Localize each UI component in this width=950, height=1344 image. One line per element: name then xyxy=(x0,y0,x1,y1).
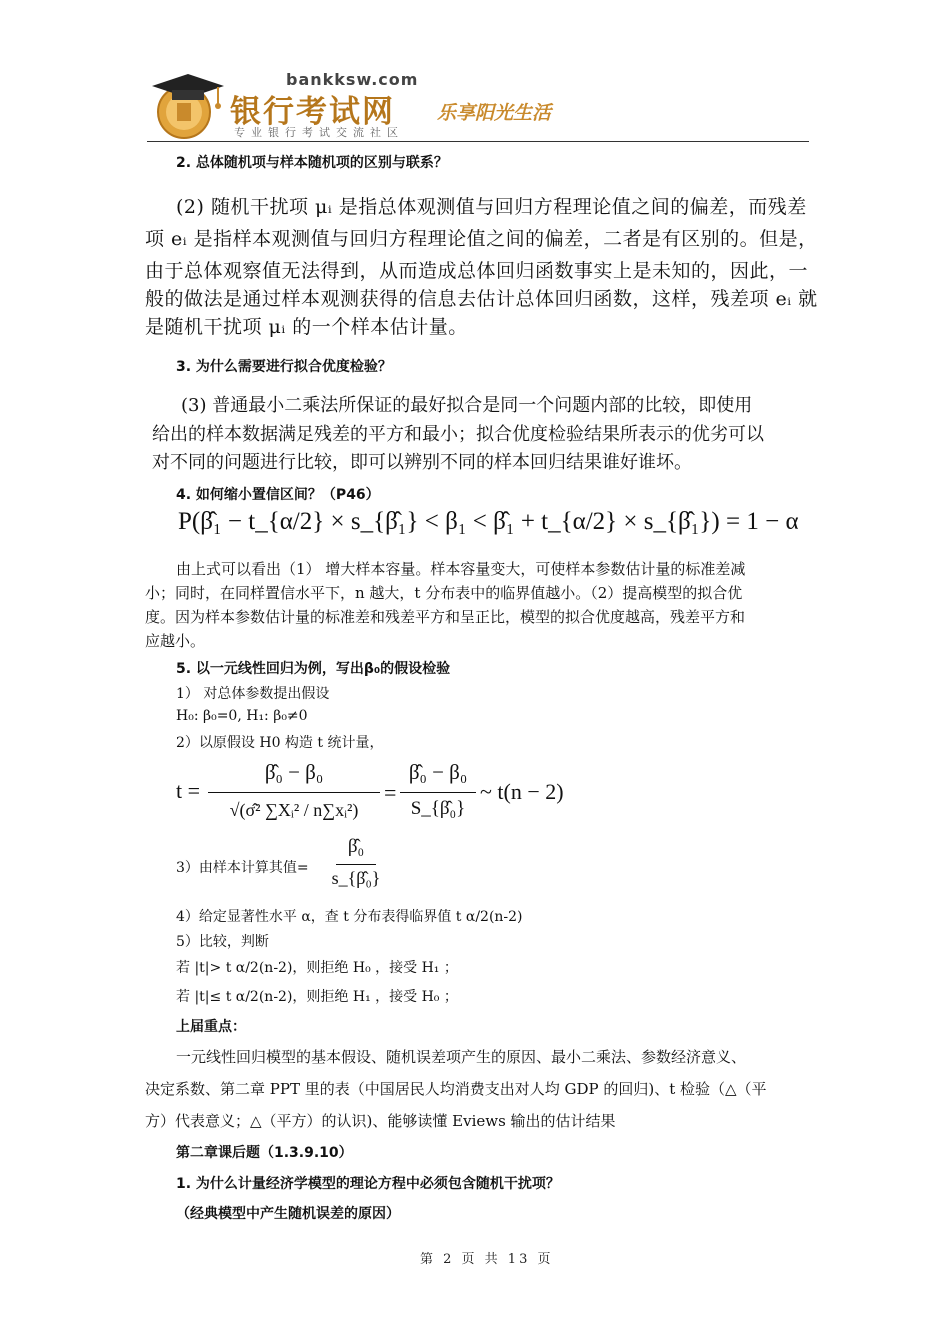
q5-step-4: 4）给定显著性水平 α，查 t 分布表得临界值 t α/2(n-2) xyxy=(176,909,523,925)
q4-line-2: 小；同时，在同样置信水平下，n 越大，t 分布表中的临界值越小。（2）提高模型的拟合优 xyxy=(145,584,743,602)
q5-rule-1: 若 |t|> t α/2(n-2)，则拒绝 H₀ ，接受 H₁ ； xyxy=(176,960,458,976)
ch2-title: 第二章课后题（1.3.9.10） xyxy=(176,1145,353,1161)
prev-line-2: 决定系数、第二章 PPT 里的表（中国居民人均消费支出对人均 GDP 的回归)、t 检验（△（平 xyxy=(145,1080,767,1098)
tstat-fraction-bar-2 xyxy=(400,792,476,793)
q3-line-3: 对不同的问题进行比较，即可以辨别不同的样本回归结果谁好谁坏。 xyxy=(152,452,692,473)
site-logo xyxy=(148,68,228,140)
q4-line-1: 由上式可以看出（1） 增大样本容量。样本容量变大，可使样本参数估计量的标准差减 xyxy=(176,560,746,578)
page-footer: 第 2 页 共 13 页 xyxy=(420,1252,554,1267)
site-url[interactable]: bankksw.com xyxy=(286,70,419,89)
prev-line-3: 方）代表意义；△（平方）的认识)、能够读懂 Eviews 输出的估计结果 xyxy=(145,1112,616,1130)
q3-line-2: 给出的样本数据满足残差的平方和最小；拟合优度检验结果所表示的优劣可以 xyxy=(152,424,764,445)
tstat-denominator: √(σ̂² ∑Xᵢ² / n∑xᵢ²) xyxy=(229,800,359,820)
q3-line-1: (3) 普通最小二乘法所保证的最好拟合是同一个问题内部的比较，即使用 xyxy=(181,395,753,416)
q5-step-1: 1） 对总体参数提出假设 xyxy=(176,686,330,702)
prev-title: 上届重点： xyxy=(176,1019,246,1035)
q5-title: 5. 以一元线性回归为例，写出β₀的假设检验 xyxy=(176,661,451,677)
tstat-denominator-2: S_{β̂₀} xyxy=(410,798,466,819)
q3-title: 3. 为什么需要进行拟合优度检验？ xyxy=(176,359,392,375)
q2-line-3: 由于总体观察值无法得到，从而造成总体回归函数事实上是未知的，因此，一 xyxy=(145,260,809,282)
tstat-equals: = xyxy=(384,780,397,805)
confidence-interval-formula: P(β̂₁ − t_{α/2} × s_{β̂₁} < β₁ < β̂₁ + t_{α/2} × s_{β̂₁}) = 1 − α xyxy=(178,508,799,535)
q2-line-2: 项 eᵢ 是指样本观测值与回归方程理论值之间的偏差，二者是有区别的。但是， xyxy=(145,228,818,250)
q5-hypotheses: H₀: β₀=0, H₁: β₀≠0 xyxy=(176,708,308,724)
step3-fraction-bar xyxy=(336,864,376,865)
q4-line-3: 度。因为样本参数估计量的标准差和残差平方和呈正比，模型的拟合优度越高，残差平方和 xyxy=(145,608,746,626)
q2-line-1: (2) 随机干扰项 μᵢ 是指总体观测值与回归方程理论值之间的偏差，而残差 xyxy=(176,196,807,218)
q4-title: 4. 如何缩小置信区间？（P46） xyxy=(176,487,380,503)
ch2-q1-note: （经典模型中产生随机误差的原因） xyxy=(176,1206,400,1222)
q4-line-4: 应越小。 xyxy=(145,632,206,650)
ch2-q1: 1. 为什么计量经济学模型的理论方程中必须包含随机干扰项？ xyxy=(176,1176,560,1192)
site-slogan: 乐享阳光生活 xyxy=(437,102,552,124)
tstat-distribution: ~ t(n − 2) xyxy=(480,779,564,804)
graduation-cap-coin-icon xyxy=(148,68,228,140)
step3-denominator: s_{β̂₀} xyxy=(331,868,381,888)
tstat-numerator-2: β̂₀ − β₀ xyxy=(408,760,468,784)
prev-line-1: 一元线性回归模型的基本假设、随机误差项产生的原因、最小二乘法、参数经济意义、 xyxy=(176,1048,747,1066)
q5-step-5: 5）比较，判断 xyxy=(176,934,269,950)
q5-step-3: 3）由样本计算其值= xyxy=(176,860,309,876)
q2-line-5: 是随机干扰项 μᵢ 的一个样本估计量。 xyxy=(145,316,468,338)
step3-numerator: β̂₀ xyxy=(347,836,365,857)
q2-title: 2. 总体随机项与样本随机项的区别与联系？ xyxy=(176,155,448,171)
q5-rule-2: 若 |t|≤ t α/2(n-2)，则拒绝 H₁ ，接受 H₀ ； xyxy=(176,989,458,1005)
site-subtitle: 专业银行考试交流社区 xyxy=(234,126,404,139)
q5-step-2: 2）以原假设 H0 构造 t 统计量， xyxy=(176,735,384,751)
tstat-fraction-bar xyxy=(208,792,380,793)
tstat-lhs: t = xyxy=(176,778,201,803)
site-name: 银行考试网 xyxy=(230,94,395,130)
q2-line-4: 般的做法是通过样本观测获得的信息去估计总体回归函数，这样，残差项 eᵢ 就 xyxy=(145,288,818,310)
tstat-numerator: β̂₀ − β₀ xyxy=(264,760,324,784)
header-rule xyxy=(147,141,809,142)
